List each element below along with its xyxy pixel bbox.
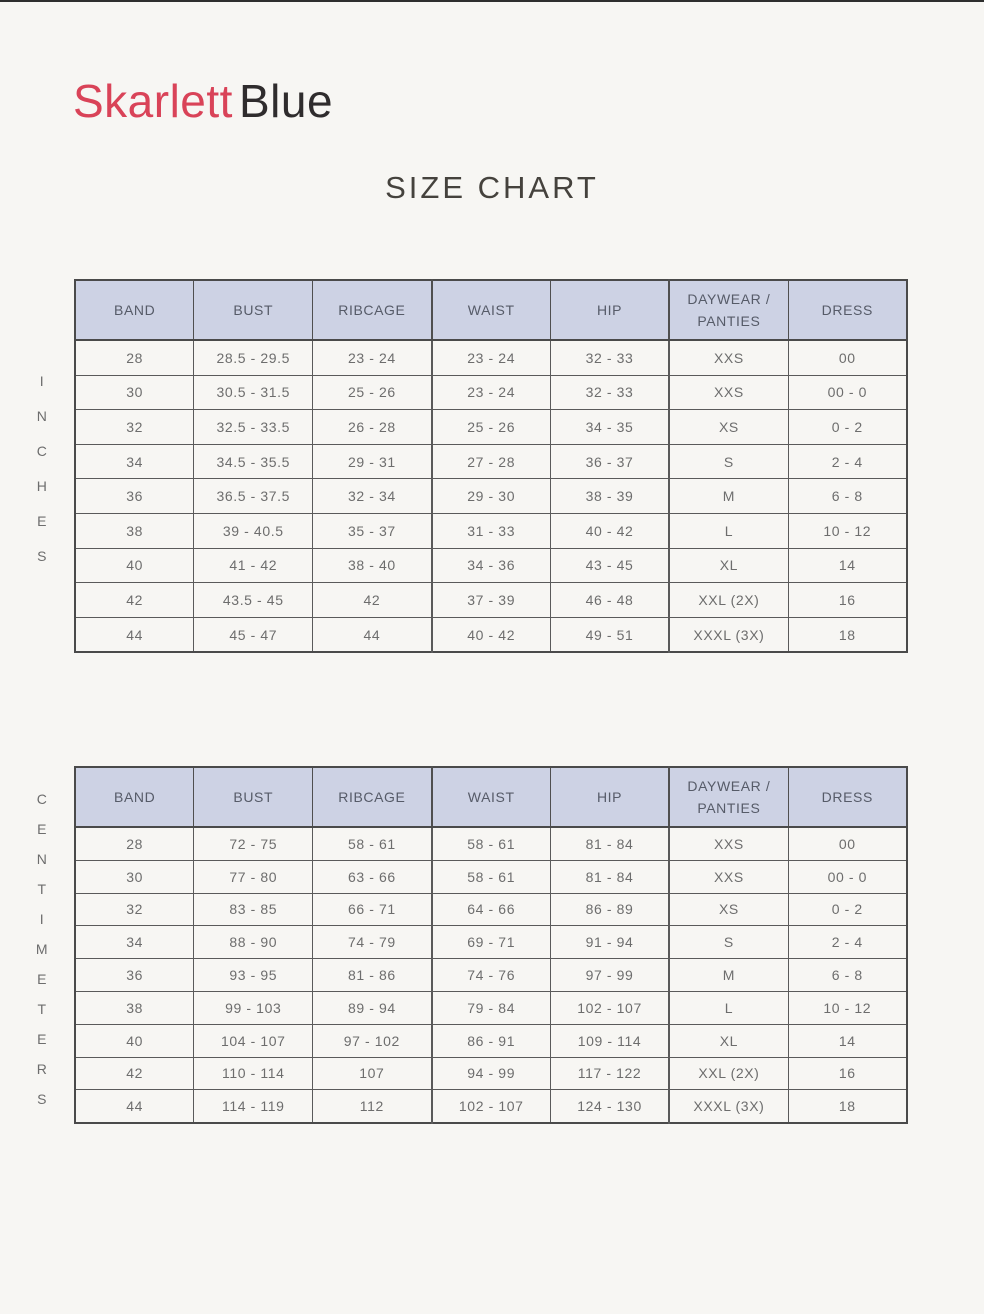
column-header: BAND	[75, 767, 194, 827]
table-row	[75, 1090, 907, 1123]
table-row	[75, 893, 907, 926]
table-cell: XXXL (3X)	[669, 1090, 788, 1123]
column-header: DAYWEAR / PANTIES	[669, 767, 788, 827]
table-row	[75, 479, 907, 514]
table-cell: 93 - 95	[194, 959, 313, 992]
table-cell: 77 - 80	[194, 860, 313, 893]
table-cell: 00 - 0	[788, 375, 907, 410]
table-cell: 91 - 94	[550, 926, 669, 959]
table-cell: 81 - 84	[550, 860, 669, 893]
table-row	[75, 959, 907, 992]
table-cell: 72 - 75	[194, 827, 313, 860]
table-cell: 39 - 40.5	[194, 513, 313, 548]
table-cell: 36.5 - 37.5	[194, 479, 313, 514]
table-row	[75, 617, 907, 652]
table-cell: 107	[313, 1057, 432, 1090]
table-row	[75, 827, 907, 860]
table-row	[75, 375, 907, 410]
table-cell: 0 - 2	[788, 893, 907, 926]
table-cell: 117 - 122	[550, 1057, 669, 1090]
table-cell: 58 - 61	[313, 827, 432, 860]
unit-letter: R	[36, 1061, 48, 1077]
table-row	[75, 860, 907, 893]
table-cell: 86 - 91	[432, 1024, 551, 1057]
table-cell: 18	[788, 617, 907, 652]
table-cell: 00	[788, 340, 907, 375]
column-header: HIP	[550, 767, 669, 827]
table-cell: 25 - 26	[432, 410, 551, 445]
table-cell: 102 - 107	[432, 1090, 551, 1123]
table-cell: 58 - 61	[432, 860, 551, 893]
table-row	[75, 991, 907, 1024]
table-row	[75, 513, 907, 548]
table-cell: 38 - 40	[313, 548, 432, 583]
table-cell: XS	[669, 893, 788, 926]
table-cell: 79 - 84	[432, 991, 551, 1024]
table-cell: 97 - 102	[313, 1024, 432, 1057]
table-cell: XXS	[669, 827, 788, 860]
table-cell: 00 - 0	[788, 860, 907, 893]
table-row	[75, 1024, 907, 1057]
table-cell: 49 - 51	[550, 617, 669, 652]
table-row	[75, 926, 907, 959]
table-cell: XS	[669, 410, 788, 445]
table-cell: 10 - 12	[788, 513, 907, 548]
table-cell: 74 - 76	[432, 959, 551, 992]
table-cell: 43 - 45	[550, 548, 669, 583]
table-cell: 26 - 28	[313, 410, 432, 445]
table-cell: 42	[75, 583, 194, 618]
brand-logo	[73, 74, 333, 128]
table-cell: 29 - 30	[432, 479, 551, 514]
table-cell: M	[669, 479, 788, 514]
unit-letter: E	[37, 513, 47, 529]
table-cell: 45 - 47	[194, 617, 313, 652]
table-cell: 2 - 4	[788, 444, 907, 479]
column-header: BUST	[194, 280, 313, 340]
table-cell: S	[669, 926, 788, 959]
table-row	[75, 548, 907, 583]
table-cell: 40 - 42	[432, 617, 551, 652]
header-row	[75, 767, 907, 827]
table-cell: 124 - 130	[550, 1090, 669, 1123]
table-cell: L	[669, 991, 788, 1024]
unit-letter: C	[36, 443, 48, 459]
table-cell: 2 - 4	[788, 926, 907, 959]
table-cell: 34 - 36	[432, 548, 551, 583]
table-cell: 34.5 - 35.5	[194, 444, 313, 479]
page-title: SIZE CHART	[385, 170, 599, 205]
table-cell: 44	[313, 617, 432, 652]
table-cell: 28	[75, 340, 194, 375]
table-cell: 114 - 119	[194, 1090, 313, 1123]
table-cell: 58 - 61	[432, 827, 551, 860]
table-row	[75, 1057, 907, 1090]
unit-letter: H	[36, 478, 48, 494]
column-header: BUST	[194, 767, 313, 827]
table-cell: 109 - 114	[550, 1024, 669, 1057]
table-cell: 112	[313, 1090, 432, 1123]
table-cell: S	[669, 444, 788, 479]
size-table-inches	[74, 279, 908, 653]
table-cell: 34	[75, 444, 194, 479]
unit-letter: T	[37, 881, 47, 897]
table-cell: 40 - 42	[550, 513, 669, 548]
column-header: DAYWEAR / PANTIES	[669, 280, 788, 340]
size-table-centimeters	[74, 766, 908, 1124]
table-cell: XXS	[669, 340, 788, 375]
unit-letter: I	[39, 911, 45, 927]
table-cell: 89 - 94	[313, 991, 432, 1024]
column-header: DRESS	[788, 767, 907, 827]
column-header: WAIST	[432, 767, 551, 827]
table-cell: 32 - 34	[313, 479, 432, 514]
unit-letter: M	[35, 941, 49, 957]
unit-letter: E	[37, 821, 47, 837]
table-cell: 41 - 42	[194, 548, 313, 583]
table-cell: 43.5 - 45	[194, 583, 313, 618]
table-row	[75, 410, 907, 445]
table-cell: 32	[75, 410, 194, 445]
table-cell: 38	[75, 513, 194, 548]
table-cell: 30	[75, 860, 194, 893]
brand-name-primary: Skarlett	[73, 75, 233, 127]
unit-letter: S	[37, 1091, 47, 1107]
table-cell: XXXL (3X)	[669, 617, 788, 652]
table-cell: XXL (2X)	[669, 1057, 788, 1090]
table-cell: 86 - 89	[550, 893, 669, 926]
table-cell: 38	[75, 991, 194, 1024]
table-cell: 97 - 99	[550, 959, 669, 992]
table-cell: XXS	[669, 375, 788, 410]
table-cell: 32 - 33	[550, 340, 669, 375]
table-cell: 32	[75, 893, 194, 926]
table-cell: 35 - 37	[313, 513, 432, 548]
table-cell: 110 - 114	[194, 1057, 313, 1090]
header-row	[75, 280, 907, 340]
table-cell: 40	[75, 548, 194, 583]
table-cell: XL	[669, 1024, 788, 1057]
table-cell: 42	[313, 583, 432, 618]
table-cell: L	[669, 513, 788, 548]
table-cell: 6 - 8	[788, 959, 907, 992]
table-cell: 23 - 24	[432, 340, 551, 375]
unit-letter: T	[37, 1001, 47, 1017]
table-cell: 64 - 66	[432, 893, 551, 926]
table-cell: 88 - 90	[194, 926, 313, 959]
table-cell: XXS	[669, 860, 788, 893]
table-cell: 40	[75, 1024, 194, 1057]
unit-letter: N	[36, 851, 48, 867]
table-cell: 34	[75, 926, 194, 959]
table-cell: 28	[75, 827, 194, 860]
table-cell: 32 - 33	[550, 375, 669, 410]
table-cell: 6 - 8	[788, 479, 907, 514]
table-cell: 27 - 28	[432, 444, 551, 479]
table-cell: 16	[788, 583, 907, 618]
brand-name-secondary: Blue	[238, 75, 334, 127]
table-cell: 99 - 103	[194, 991, 313, 1024]
column-header: RIBCAGE	[313, 280, 432, 340]
table-cell: 31 - 33	[432, 513, 551, 548]
column-header: BAND	[75, 280, 194, 340]
table-cell: 94 - 99	[432, 1057, 551, 1090]
table-cell: 34 - 35	[550, 410, 669, 445]
unit-label-inches	[30, 364, 54, 574]
table-cell: 00	[788, 827, 907, 860]
table-cell: XL	[669, 548, 788, 583]
table-cell: 29 - 31	[313, 444, 432, 479]
table-cell: 44	[75, 1090, 194, 1123]
table-cell: 81 - 86	[313, 959, 432, 992]
table-cell: 102 - 107	[550, 991, 669, 1024]
table-cell: M	[669, 959, 788, 992]
unit-letter: E	[37, 1031, 47, 1047]
column-header: RIBCAGE	[313, 767, 432, 827]
column-header: HIP	[550, 280, 669, 340]
unit-letter: S	[37, 548, 47, 564]
table-cell: 30	[75, 375, 194, 410]
table-cell: 44	[75, 617, 194, 652]
table-cell: 42	[75, 1057, 194, 1090]
table-cell: 28.5 - 29.5	[194, 340, 313, 375]
table-row	[75, 444, 907, 479]
table-cell: 36	[75, 959, 194, 992]
table-cell: 83 - 85	[194, 893, 313, 926]
column-header: DRESS	[788, 280, 907, 340]
table-cell: 36	[75, 479, 194, 514]
table-cell: 16	[788, 1057, 907, 1090]
unit-letter: C	[36, 791, 48, 807]
table-cell: 37 - 39	[432, 583, 551, 618]
table-cell: 0 - 2	[788, 410, 907, 445]
unit-label-centimeters	[30, 784, 54, 1114]
table-cell: 23 - 24	[313, 340, 432, 375]
column-header: WAIST	[432, 280, 551, 340]
unit-letter: N	[36, 408, 48, 424]
unit-letter: I	[39, 373, 45, 389]
table-cell: 18	[788, 1090, 907, 1123]
table-cell: 14	[788, 1024, 907, 1057]
table-cell: 66 - 71	[313, 893, 432, 926]
table-cell: 32.5 - 33.5	[194, 410, 313, 445]
table-cell: 81 - 84	[550, 827, 669, 860]
table-cell: 36 - 37	[550, 444, 669, 479]
table-cell: 74 - 79	[313, 926, 432, 959]
table-cell: 30.5 - 31.5	[194, 375, 313, 410]
table-cell: 10 - 12	[788, 991, 907, 1024]
table-cell: XXL (2X)	[669, 583, 788, 618]
table-cell: 63 - 66	[313, 860, 432, 893]
table-cell: 46 - 48	[550, 583, 669, 618]
table-row	[75, 340, 907, 375]
unit-letter: E	[37, 971, 47, 987]
table-cell: 104 - 107	[194, 1024, 313, 1057]
table-cell: 69 - 71	[432, 926, 551, 959]
table-cell: 14	[788, 548, 907, 583]
table-cell: 23 - 24	[432, 375, 551, 410]
table-row	[75, 583, 907, 618]
table-cell: 25 - 26	[313, 375, 432, 410]
table-cell: 38 - 39	[550, 479, 669, 514]
